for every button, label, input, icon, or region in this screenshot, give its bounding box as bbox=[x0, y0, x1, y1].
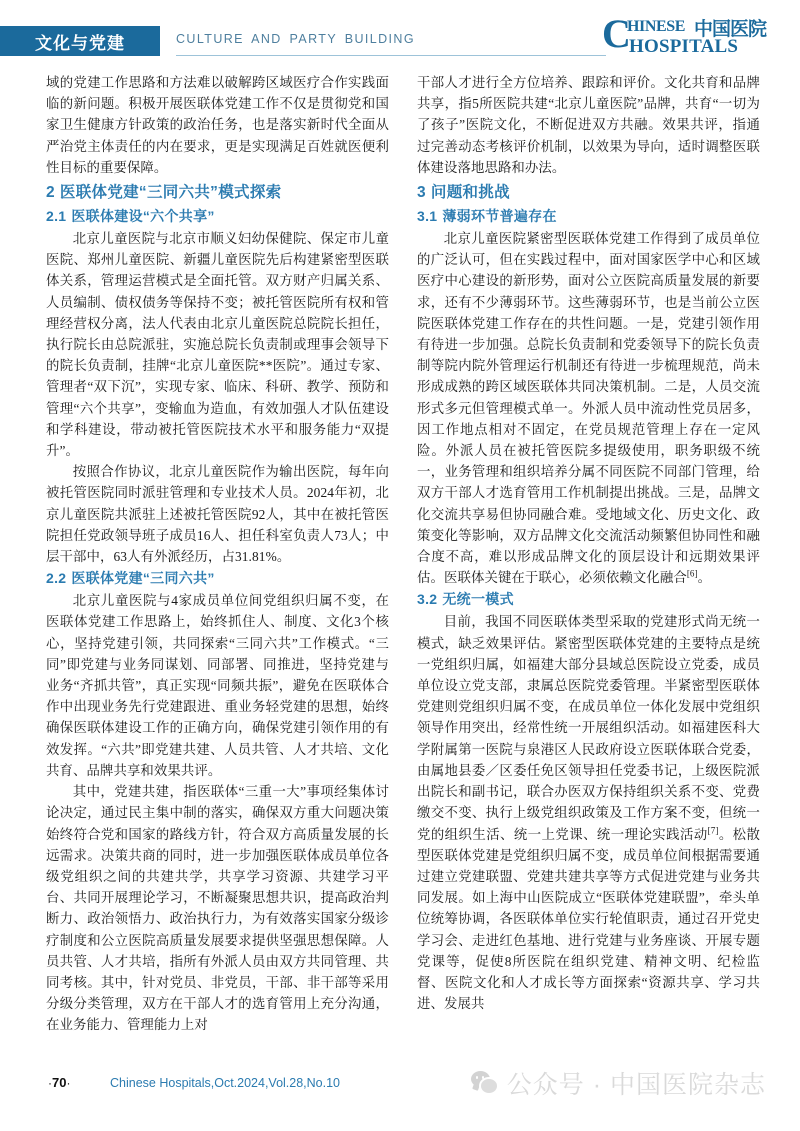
paragraph-3-1-1 bbox=[417, 228, 760, 588]
paragraph-3-1-1-text: 北京儿童医院紧密型医联体党建工作得到了成员单位的广泛认可，但在实践过程中，面对国家医学中心和区域医疗中心建设的新形势，面对公立医院高质量发展的新要求，还有不少薄弱环节。这些薄弱环节，也是当前公立医院医联体党建工作存在的共性问题。一是，党建引领作用有待进一步加强。总院长负责制和党委领导下的院长负责制等院内院外管理运行机制还有待进一步梳理规范，尚未形成成熟的跨区域医联体共同决策机制。二是，人员交流形式多元但管理模式单一。外派人员中流动性党员居多，因工作地点相对不固定，在党员规范管理上存在一定风险。外派人员在被托管医院多提级使用，职务职级不统一，业务管理和组织培养分属不同医院不同部门管理，给双方干部人才选育管用工作机制提出挑战。三是，品牌文化交流共享易但协同融合难。受地域文化、历史文化、政策变化等影响，双方品牌文化交流活动频繁但协同性和融合度不高，难以形成品牌文化的顶层设计和远期效果评估。医联体关键在于联心，必须依赖文化融合 bbox=[417, 231, 760, 586]
paragraph-2-2-1: 北京儿童医院与4家成员单位间党组织归属不变，在医联体党建工作思路上，始终抓住人、制度、文化3个核心，坚持党建引领，共同探索“三同六共”工作模式。“三同”即党建与业务同谋划、同部署、同推进，坚持党建与业务“齐抓共管”，真正实现“同频共振”，避免在医联体合作中出现业务先行党建跟进、重业务轻党建的思想，始终确保医联体建设工作的正确方向，确保党建引领作用的有效发挥。“六共”即党建共建、人员共管、人才共培、文化共育、品牌共享和效果共评。 bbox=[46, 593, 389, 778]
heading-section-2-title: 医联体党建“三同六共”模式探索 bbox=[59, 184, 282, 202]
heading-section-2-1 bbox=[46, 205, 389, 227]
page-footer bbox=[0, 1057, 800, 1131]
logo-hospitals-text: HOSPITALS bbox=[629, 36, 739, 57]
folio-number: 70 bbox=[52, 1075, 67, 1090]
wechat-watermark-label: 公众号 · 中国医院杂志 bbox=[506, 1071, 766, 1099]
heading-section-3-1-title: 薄弱环节普遍存在 bbox=[442, 208, 557, 225]
wechat-bubble-small bbox=[479, 1077, 499, 1095]
paragraph-2-1-1: 北京儿童医院与北京市顺义妇幼保健院、保定市儿童医院、郑州儿童医院、新疆儿童医院先后构建紧密型医联体关系，管理运营模式是全面托管。双方财产归属关系、人员编制、债权债务等保持不变；被托管医院所有权和管理经营权分离，法人代表由北京儿童医院总院院长担任，执行院长由总院派驻，实施总院长负责制或理事会领导下的院长负责制，挂牌“北京儿童医院**医院”。通过专家、管理者“双下沉”，实现专家、临床、科研、教学、预防和管理“六个共享”，变输血为造血，有效加强人才队伍建设和学科建设，带动被托管医院技术水平和服务能力“双提升”。 bbox=[46, 231, 389, 459]
logo-letter-c: C bbox=[602, 11, 631, 56]
heading-section-3-number: 3 bbox=[417, 184, 426, 202]
paragraph-2-1-2: 按照合作协议，北京儿童医院作为输出医院，每年向被托管医院同时派驻管理和专业技术人员。2024年初，北京儿童医院共派驻上述被托管医院92人，其中在被托管医院担任党政领导班子成员16人、担任科室负责人73人；中层干部中，63人有外派经历，占31.81%。 bbox=[46, 464, 389, 565]
right-column bbox=[417, 72, 760, 1057]
wechat-watermark bbox=[471, 1065, 766, 1101]
section-tab-label: 文化与党建 bbox=[35, 33, 125, 53]
left-column bbox=[46, 72, 389, 1057]
article-columns bbox=[46, 72, 760, 1057]
journal-logo bbox=[602, 11, 778, 57]
logo-chinese-text: HINESE bbox=[627, 18, 686, 35]
heading-section-3-2-number: 3.2 bbox=[417, 591, 438, 608]
heading-section-3-2-title: 无统一模式 bbox=[442, 591, 514, 608]
paragraph-3-1-1-tail: 。 bbox=[697, 570, 712, 586]
reference-marker-6: [6] bbox=[686, 568, 698, 579]
heading-section-2-2-title: 医联体党建“三同六共” bbox=[71, 570, 215, 587]
wechat-icon bbox=[471, 1071, 499, 1095]
reference-marker-7: [7] bbox=[707, 825, 719, 836]
paragraph-3-2-1-tail: 。松散型医联体党建是党组织归属不变，成员单位间根据需要通过建立党建联盟、党建共建共享等方式促进党建与业务共同发展。如上海中山医院成立“医联体党建联盟”，牵头单位统筹协调，各医联体单位实行轮值职责，通过召开党史学习会、走进红色基地、进行党建与业务座谈、开展专题党课等，促使8所医院在组织党建、精神文明、纪检监督、医院文化和人才成长等方面探索“资源共享、学习共进、发展共 bbox=[417, 826, 760, 1012]
heading-section-2-1-title: 医联体建设“六个共享” bbox=[71, 208, 215, 225]
header-divider-rule bbox=[176, 55, 606, 56]
paragraph-2-2-2: 其中，党建共建，指医联体“三重一大”事项经集体讨论决定，通过民主集中制的落实，确保双方重大问题决策始终符合党和国家的路线方针，符合双方高质量发展的长远需求。决策共商的同时，进一步加强医联体成员单位各级党组织之间的共建共学，共享学习资源、共建学习平台、共同开展理论学习，不断凝聚思想共识，提高政治判断力、政治领悟力、政治执行力，为有效落实国家分级诊疗制度和公立医院高质量发展要求提供坚强思想保障。人员共管、人才共培，指所有外派人员由双方共同管理、共同考核。其中，针对党员、非党员，干部、非干部等采用分级分类管理，双方在干部人才的选育管用上充分沟通，在业务能力、管理能力上对 bbox=[46, 784, 389, 1033]
folio-dot-right: · bbox=[66, 1076, 71, 1090]
heading-section-2-1-number: 2.1 bbox=[46, 208, 67, 225]
heading-section-3-title: 问题和挑战 bbox=[430, 184, 510, 202]
section-tab bbox=[0, 26, 160, 56]
heading-section-3 bbox=[417, 181, 760, 204]
page-number bbox=[48, 1075, 70, 1090]
heading-section-2-2 bbox=[46, 567, 389, 589]
heading-section-3-1 bbox=[417, 205, 760, 227]
paragraph-continuation-left: 域的党建工作思路和方法难以破解跨区域医疗合作实践面临的新问题。积极开展医联体党建工作不仅是贯彻党和国家卫生健康方针政策的政治任务，也是落实新时代全面从严治党主体责任的内在要求，更是实现满足百姓就医便利性目标的重要保障。 bbox=[46, 75, 389, 175]
heading-section-3-2 bbox=[417, 588, 760, 610]
page-header bbox=[0, 0, 800, 62]
heading-section-2 bbox=[46, 181, 389, 204]
logo-chinese-characters: 中国医院 bbox=[694, 19, 767, 40]
paragraph-3-2-1 bbox=[417, 611, 760, 1014]
heading-section-2-number: 2 bbox=[46, 184, 55, 202]
heading-section-3-1-number: 3.1 bbox=[417, 208, 438, 225]
paragraph-3-2-1-text: 目前，我国不同医联体类型采取的党建形式尚无统一模式，缺乏效果评估。紧密型医联体党建的主要特点是统一党组织归属，如福建大部分县域总医院设立党委，成员单位设立党支部，隶属总医院党委管理。半紧密型医联体党建则党组织归属不变，在成员单位一体化发展中党组织领导作用突出，经常性统一开展组织活动。如福建医科大学附属第一医院与泉港区人民政府设立医联体联合党委，由属地县委／区委任免区领导担任党委书记，上级医院派出院长和副书记，联合办医双方保持组织关系不变、党费缴交不变、执行上级党组织政策及工作方案不变，但统一党的组织生活、统一上党课、统一理论实践活动 bbox=[417, 614, 760, 842]
section-tab-english-label: CULTURE AND PARTY BUILDING bbox=[176, 32, 415, 46]
heading-section-2-2-number: 2.2 bbox=[46, 570, 67, 587]
journal-citation: Chinese Hospitals,Oct.2024,Vol.28,No.10 bbox=[110, 1076, 340, 1090]
folio-dot-left: · bbox=[48, 1076, 52, 1090]
paragraph-continuation-right: 干部人才进行全方位培养、跟踪和评价。文化共育和品牌共享，指5所医院共建“北京儿童医院”品牌，共育“一切为了孩子”医院文化，不断促进双方共融。效果共评，指通过完善动态考核评价机制，以效果为导向，适时调整医联体建设落地思路和办法。 bbox=[417, 75, 760, 175]
